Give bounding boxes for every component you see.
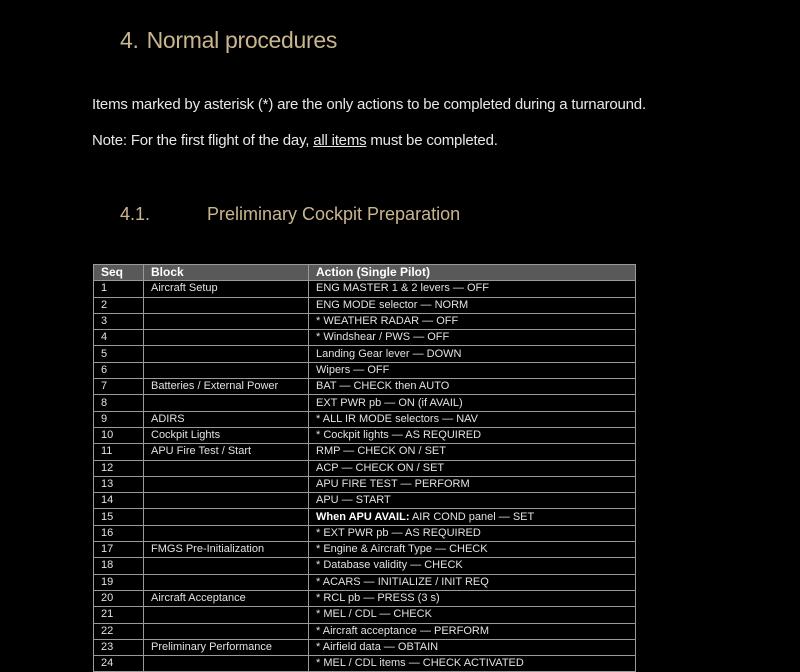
action-cell: [309, 509, 636, 525]
table-row: [94, 656, 636, 672]
seq-cell: 19: [94, 574, 144, 590]
procedure-table: [93, 264, 636, 672]
table-row: [94, 346, 636, 362]
first-flight-note: [92, 132, 498, 149]
header-seq: Seq: [94, 265, 144, 281]
action-cell: [309, 525, 636, 541]
seq-cell: 22: [94, 623, 144, 639]
action-cell: [309, 379, 636, 395]
seq-cell: 23: [94, 639, 144, 655]
action-text: * WEATHER RADAR — OFF: [316, 315, 459, 328]
table-row: [94, 574, 636, 590]
action-cell: [309, 590, 636, 606]
seq-cell: 14: [94, 493, 144, 509]
action-cell: [309, 362, 636, 378]
action-text: * Airfield data — OBTAIN: [316, 640, 439, 653]
seq-cell: 20: [94, 590, 144, 606]
block-cell: [144, 313, 309, 329]
action-text: * MEL / CDL — CHECK: [316, 608, 432, 621]
action-cell: [309, 607, 636, 623]
table-row: [94, 639, 636, 655]
seq-cell: 17: [94, 542, 144, 558]
seq-cell: 24: [94, 656, 144, 672]
seq-cell: 8: [94, 395, 144, 411]
seq-cell: 21: [94, 607, 144, 623]
note-text: Note: For the first flight of the day,: [92, 132, 314, 149]
action-cell: [309, 395, 636, 411]
table-row: [94, 590, 636, 606]
action-text: * EXT PWR pb — AS REQUIRED: [316, 526, 481, 539]
action-text: * Database validity — CHECK: [316, 559, 463, 572]
seq-cell: 3: [94, 313, 144, 329]
action-cell: [309, 476, 636, 492]
header-block: Block: [144, 265, 309, 281]
block-cell: [144, 460, 309, 476]
block-cell: [144, 297, 309, 313]
seq-cell: 12: [94, 460, 144, 476]
header-action: Action (Single Pilot): [309, 265, 636, 281]
block-cell: Batteries / External Power: [144, 379, 309, 395]
seq-cell: 16: [94, 525, 144, 541]
action-cell: [309, 558, 636, 574]
table-row: [94, 297, 636, 313]
action-text: BAT — CHECK then AUTO: [316, 380, 450, 393]
seq-cell: 7: [94, 379, 144, 395]
action-cell: [309, 281, 636, 297]
action-text: * MEL / CDL items — CHECK ACTIVATED: [316, 657, 524, 670]
action-text: * Aircraft acceptance — PERFORM: [316, 624, 489, 637]
block-cell: [144, 476, 309, 492]
action-cell: [309, 542, 636, 558]
seq-cell: 2: [94, 297, 144, 313]
action-text: * Cockpit lights — AS REQUIRED: [316, 429, 482, 442]
block-cell: Aircraft Setup: [144, 281, 309, 297]
seq-cell: 15: [94, 509, 144, 525]
block-cell: [144, 574, 309, 590]
action-cell: [309, 330, 636, 346]
table-row: [94, 411, 636, 427]
action-text: ENG MASTER 1 & 2 levers — OFF: [316, 282, 489, 295]
block-cell: ADIRS: [144, 411, 309, 427]
table-row: [94, 542, 636, 558]
block-cell: Aircraft Acceptance: [144, 590, 309, 606]
seq-cell: 9: [94, 411, 144, 427]
action-cell: [309, 460, 636, 476]
table-row: [94, 607, 636, 623]
asterisk-note: Items marked by asterisk (*) are the only actions to be completed during a turnaround.: [92, 96, 646, 113]
section-heading: [120, 27, 337, 54]
seq-cell: 10: [94, 427, 144, 443]
subsection-number: 4.1.: [120, 204, 151, 224]
block-cell: [144, 525, 309, 541]
action-text: Landing Gear lever — DOWN: [316, 347, 462, 360]
block-cell: [144, 330, 309, 346]
action-text: * RCL pb — PRESS (3 s): [316, 592, 440, 605]
action-condition: When APU AVAIL:: [316, 510, 410, 523]
seq-cell: 13: [94, 476, 144, 492]
action-text: APU — START: [316, 494, 391, 507]
block-cell: [144, 607, 309, 623]
action-text: ACP — CHECK ON / SET: [316, 461, 445, 474]
table-row: [94, 395, 636, 411]
block-cell: [144, 346, 309, 362]
table-row: [94, 460, 636, 476]
block-cell: [144, 395, 309, 411]
action-text: * Windshear / PWS — OFF: [316, 331, 450, 344]
action-cell: [309, 427, 636, 443]
block-cell: Preliminary Performance: [144, 639, 309, 655]
table-row: [94, 493, 636, 509]
action-text: Wipers — OFF: [316, 363, 390, 376]
note-text-end: must be completed.: [366, 132, 498, 149]
section-number: 4.: [120, 27, 139, 53]
action-cell: [309, 346, 636, 362]
table-row: [94, 313, 636, 329]
note-underlined: all items: [313, 132, 367, 149]
seq-cell: 6: [94, 362, 144, 378]
action-text: * ALL IR MODE selectors — NAV: [316, 412, 478, 425]
action-cell: [309, 411, 636, 427]
action-cell: [309, 639, 636, 655]
block-cell: [144, 623, 309, 639]
action-cell: [309, 444, 636, 460]
block-cell: [144, 362, 309, 378]
table-header-row: [94, 265, 636, 281]
action-text: AIR COND panel — SET: [409, 510, 535, 523]
seq-cell: 11: [94, 444, 144, 460]
table-row: [94, 362, 636, 378]
action-cell: [309, 656, 636, 672]
action-text: * ACARS — INITIALIZE / INIT REQ: [316, 575, 489, 588]
action-cell: [309, 297, 636, 313]
block-cell: [144, 558, 309, 574]
action-cell: [309, 313, 636, 329]
action-text: * Engine & Aircraft Type — CHECK: [316, 543, 488, 556]
block-cell: [144, 509, 309, 525]
table-row: [94, 558, 636, 574]
seq-cell: 18: [94, 558, 144, 574]
action-cell: [309, 493, 636, 509]
table-row: [94, 476, 636, 492]
block-cell: [144, 656, 309, 672]
action-text: EXT PWR pb — ON (if AVAIL): [316, 396, 463, 409]
action-text: RMP — CHECK ON / SET: [316, 445, 446, 458]
table-row: [94, 427, 636, 443]
table-row: [94, 281, 636, 297]
table-row: [94, 509, 636, 525]
subsection-heading: [120, 204, 460, 225]
seq-cell: 4: [94, 330, 144, 346]
table-row: [94, 330, 636, 346]
table-row: [94, 623, 636, 639]
seq-cell: 5: [94, 346, 144, 362]
seq-cell: 1: [94, 281, 144, 297]
action-cell: [309, 623, 636, 639]
table-row: [94, 379, 636, 395]
block-cell: [144, 493, 309, 509]
action-text: APU FIRE TEST — PERFORM: [316, 478, 470, 490]
block-cell: FMGS Pre-Initialization: [144, 542, 309, 558]
subsection-title: Preliminary Cockpit Preparation: [207, 204, 461, 224]
table-row: [94, 444, 636, 460]
table-row: [94, 525, 636, 541]
block-cell: APU Fire Test / Start: [144, 444, 309, 460]
action-text: ENG MODE selector — NORM: [316, 298, 469, 311]
block-cell: Cockpit Lights: [144, 427, 309, 443]
action-cell: [309, 574, 636, 590]
section-title: Normal procedures: [146, 27, 338, 53]
